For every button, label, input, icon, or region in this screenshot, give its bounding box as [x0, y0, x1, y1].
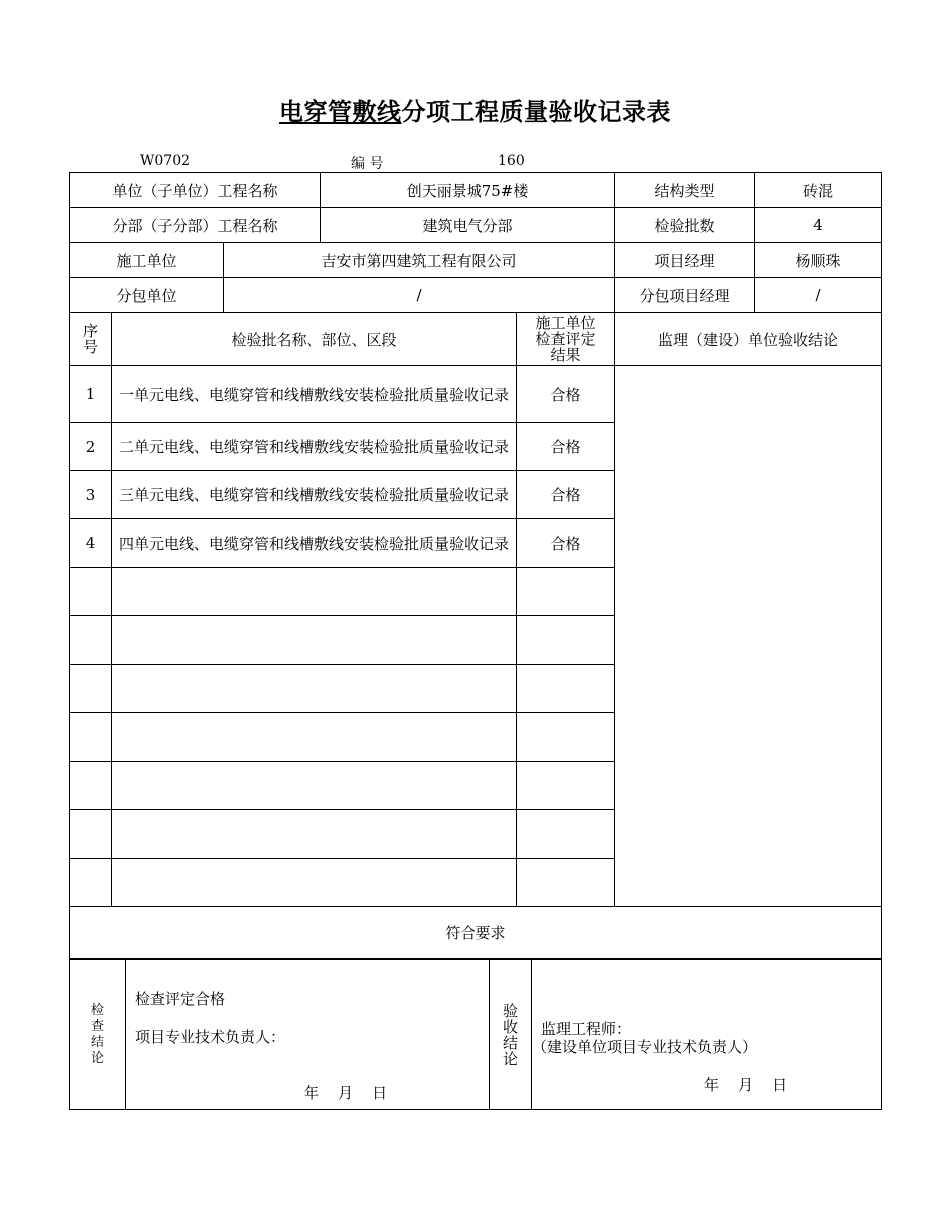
conclusion-table [69, 959, 882, 1110]
batch-count-value: 4 [755, 208, 882, 243]
row-name: 三单元电线、电缆穿管和线槽敷线安装检验批质量验收记录 [112, 471, 517, 519]
division-value: 建筑电气分部 [321, 208, 615, 243]
header-supervision: 监理（建设）单位验收结论 [615, 313, 882, 366]
row-result [517, 568, 615, 616]
row-name: 一单元电线、电缆穿管和线槽敷线安装检验批质量验收记录 [112, 366, 517, 423]
header-batch-name: 检验批名称、部位、区段 [112, 313, 517, 366]
row-name [112, 568, 517, 616]
row-no [70, 665, 112, 713]
acceptance-table [69, 172, 882, 959]
row-no [70, 568, 112, 616]
accept-label [490, 960, 532, 1110]
accept-label-char: 结 [502, 1033, 518, 1052]
header-seq-2: 号 [82, 338, 98, 356]
accept-label-char: 验 [502, 1001, 518, 1020]
check-label-char: 检 [90, 1002, 104, 1018]
check-label-char: 论 [90, 1050, 104, 1066]
row-no: 4 [70, 519, 112, 568]
division-label: 分部（子分部）工程名称 [70, 208, 321, 243]
check-text: 检查评定合格 [135, 990, 226, 1008]
manager-label: 项目经理 [615, 243, 755, 278]
row-name [112, 762, 517, 810]
accept-conclusion [532, 960, 882, 1110]
row-name [112, 859, 517, 907]
accept-label-char: 收 [502, 1017, 518, 1036]
check-label-char: 结 [90, 1034, 104, 1050]
row-result [517, 859, 615, 907]
contractor-label: 施工单位 [70, 243, 224, 278]
number-value: 160 [498, 153, 525, 169]
accept-label-char: 论 [502, 1049, 518, 1068]
header-eval-2: 检查评定 [535, 330, 596, 348]
title-underlined: 电穿管敷线 [279, 97, 402, 126]
row-no: 3 [70, 471, 112, 519]
row-name: 二单元电线、电缆穿管和线槽敷线安装检验批质量验收记录 [112, 423, 517, 471]
number-label: 编 号 [351, 156, 384, 172]
header-seq [70, 313, 112, 366]
header-seq-1: 序 [82, 322, 98, 340]
subcontractor-label: 分包单位 [70, 278, 224, 313]
row-result [517, 616, 615, 665]
check-label [70, 960, 126, 1110]
check-date: 年 月 日 [304, 1084, 388, 1102]
row-no: 1 [70, 366, 112, 423]
table-row [70, 366, 882, 423]
row-name [112, 616, 517, 665]
subcontractor-value: / [224, 278, 615, 313]
row-result: 合格 [517, 471, 615, 519]
header-eval-1: 施工单位 [535, 314, 596, 332]
row-no [70, 762, 112, 810]
row-no [70, 616, 112, 665]
row-result: 合格 [517, 366, 615, 423]
form-code: W0702 [140, 153, 191, 169]
check-person: 项目专业技术负责人： [135, 1028, 286, 1046]
row-result: 合格 [517, 423, 615, 471]
header-eval [517, 313, 615, 366]
unit-label: 单位（子单位）工程名称 [70, 173, 321, 208]
accept-engineer: 监理工程师： [541, 1020, 632, 1038]
supervision-conclusion-cell [615, 366, 882, 907]
row-name: 四单元电线、电缆穿管和线槽敷线安装检验批质量验收记录 [112, 519, 517, 568]
row-result [517, 810, 615, 859]
manager-value: 杨顺珠 [755, 243, 882, 278]
row-no [70, 859, 112, 907]
row-result [517, 762, 615, 810]
contractor-value: 吉安市第四建筑工程有限公司 [224, 243, 615, 278]
row-name [112, 713, 517, 762]
row-result: 合格 [517, 519, 615, 568]
accept-date: 年 月 日 [704, 1076, 788, 1094]
unit-value: 创天丽景城75#楼 [321, 173, 615, 208]
row-result [517, 665, 615, 713]
sub-manager-label: 分包项目经理 [615, 278, 755, 313]
row-name [112, 810, 517, 859]
header-eval-3: 结果 [550, 346, 581, 364]
check-label-char: 查 [90, 1018, 104, 1034]
structure-value: 砖混 [755, 173, 882, 208]
row-result [517, 713, 615, 762]
row-no: 2 [70, 423, 112, 471]
sub-manager-value: / [755, 278, 882, 313]
page-title [0, 92, 950, 127]
row-name [112, 665, 517, 713]
check-conclusion [126, 960, 490, 1110]
batch-count-label: 检验批数 [615, 208, 755, 243]
row-no [70, 713, 112, 762]
remark-text: 符合要求 [70, 907, 882, 959]
structure-label: 结构类型 [615, 173, 755, 208]
accept-note: （建设单位项目专业技术负责人） [532, 1038, 758, 1056]
title-rest: 分项工程质量验收记录表 [401, 97, 671, 126]
row-no [70, 810, 112, 859]
